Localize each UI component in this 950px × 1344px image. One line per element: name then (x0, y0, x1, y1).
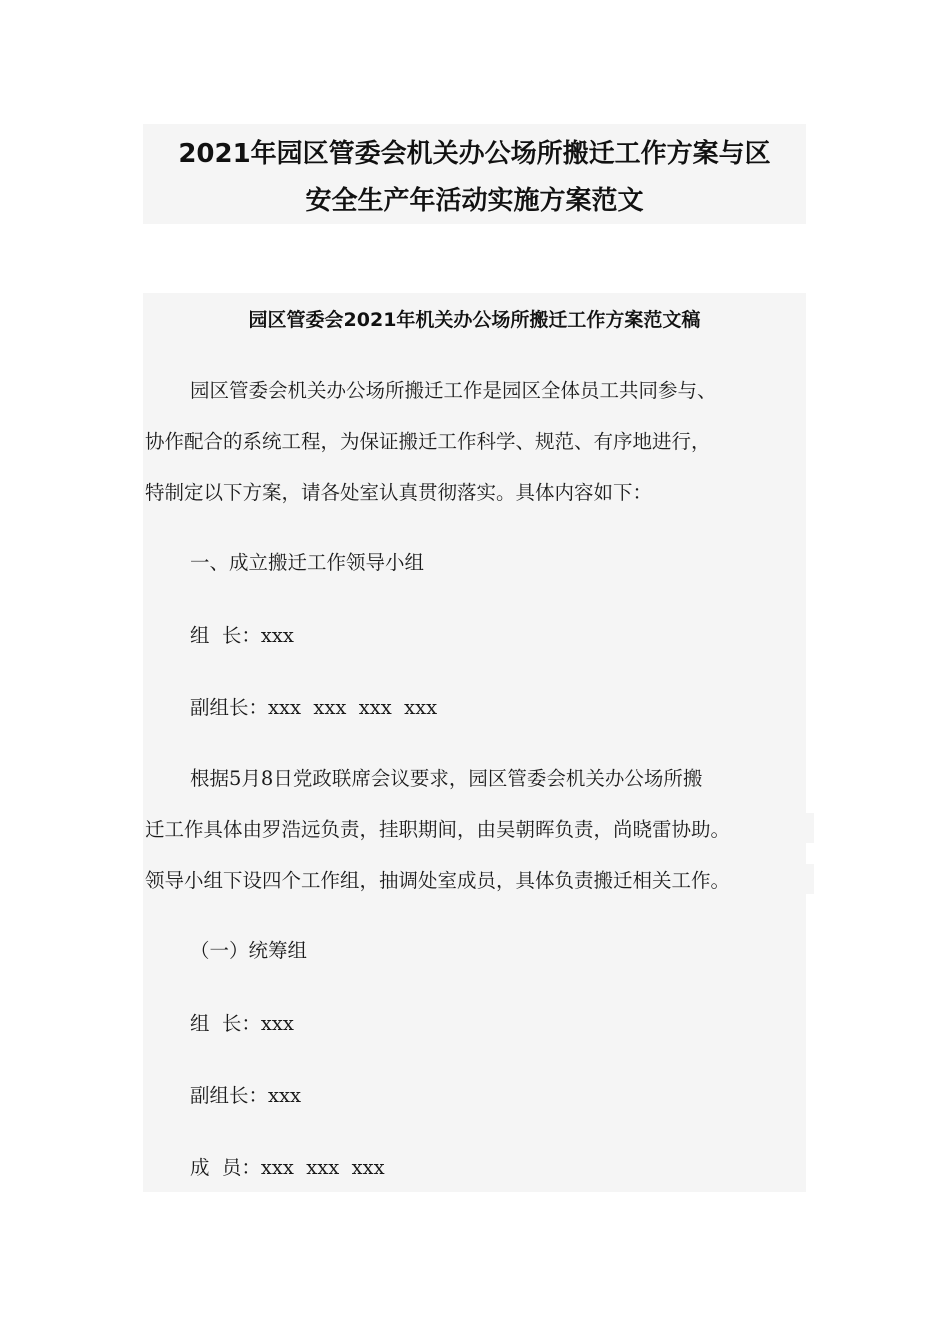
intro-line-1: 园区管委会机关办公场所搬迁工作是园区全体员工共同参与、 (190, 379, 717, 402)
group-deputy-line: 副组长：xxx (190, 1084, 301, 1107)
leader-line: 组 长：xxx (190, 624, 294, 647)
basis-line-3: 领导小组下设四个工作组，抽调处室成员，具体负责搬迁相关工作。 (145, 869, 731, 892)
intro-line-3: 特制定以下方案，请各处室认真贯彻落实。具体内容如下： (145, 481, 653, 504)
document-subtitle: 园区管委会2021年机关办公场所搬迁工作方案范文稿 (248, 309, 701, 331)
basis-line-1: 根据5月8日党政联席会议要求，园区管委会机关办公场所搬 (190, 767, 703, 790)
title-line-1: 2021年园区管委会机关办公场所搬迁工作方案与区 (178, 139, 771, 169)
group-members-line: 成 员：xxx xxx xxx (190, 1156, 385, 1179)
line-shading (806, 813, 814, 843)
section-heading: 一、成立搬迁工作领导小组 (190, 551, 425, 574)
title-line-2: 安全生产年活动实施方案范文 (305, 186, 644, 216)
intro-line-2: 协作配合的系统工程，为保证搬迁工作科学、规范、有序地进行， (145, 430, 711, 453)
group-heading: （一）统筹组 (190, 939, 308, 962)
group-leader-line: 组 长：xxx (190, 1012, 294, 1035)
line-shading (806, 864, 814, 894)
document-title (143, 124, 806, 224)
document-body (143, 293, 806, 1192)
basis-line-2: 迁工作具体由罗浩远负责，挂职期间，由吴朝晖负责，尚晓雷协助。 (145, 818, 731, 841)
deputy-line: 副组长：xxx xxx xxx xxx (190, 696, 438, 719)
